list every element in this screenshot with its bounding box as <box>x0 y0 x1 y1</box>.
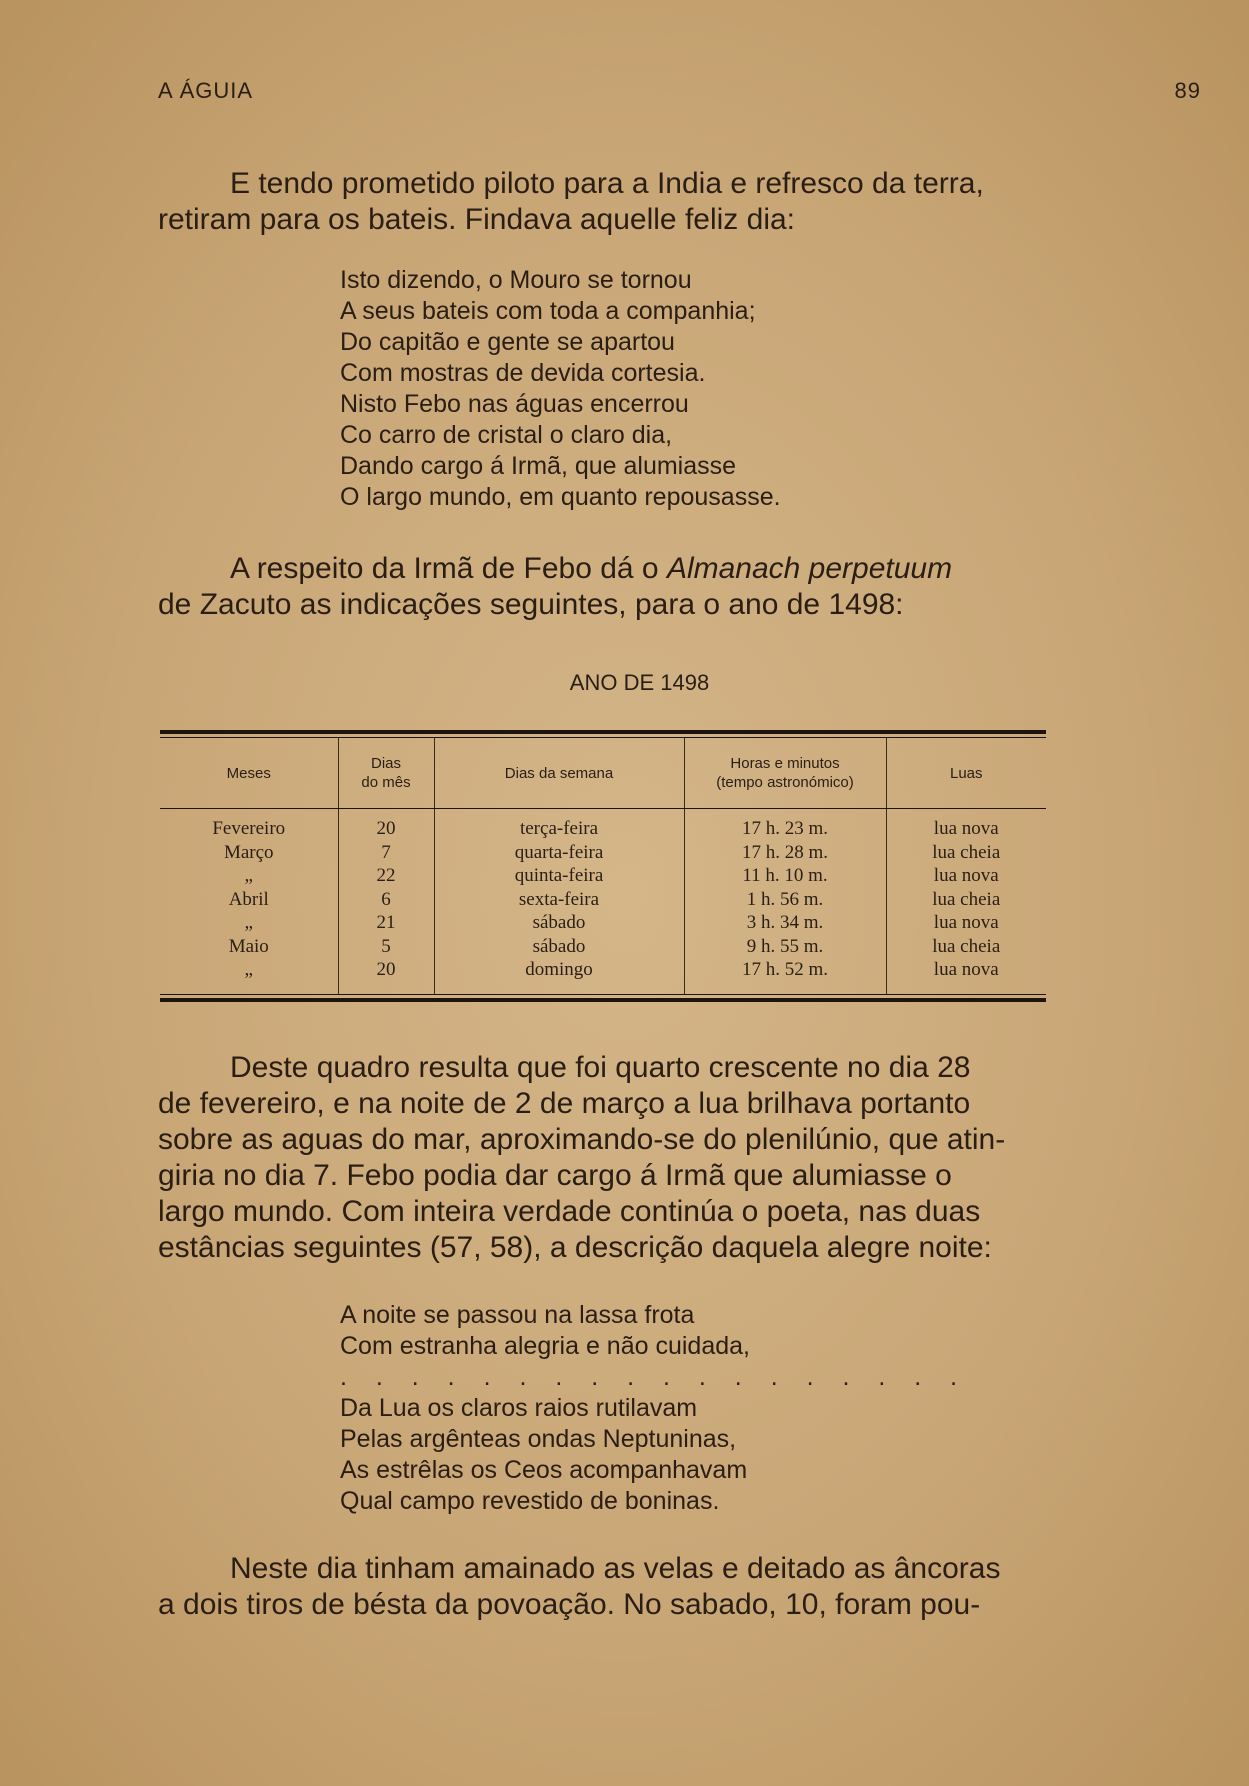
table-bottom-rule-thin <box>160 994 1046 995</box>
moon-phase-table <box>160 738 1046 994</box>
table-row: Março 7 quarta-feira 17 h. 28 m. lua cheia <box>160 841 1046 865</box>
header-horas: Horas e minutos (tempo astronómico) <box>684 738 886 809</box>
verse-ellipsis: . . . . . . . . . . . . . . . . . . <box>340 1363 969 1391</box>
paragraph-4-line: a dois tiros de bésta da povoação. No sabado, 10, foram pou- <box>158 1588 981 1621</box>
verse-line: A noite se passou na lassa frota <box>340 1301 695 1329</box>
table-header-row <box>160 738 1046 809</box>
verse-line: Co carro de cristal o claro dia, <box>340 421 673 449</box>
paragraph-3 <box>158 1050 1050 1266</box>
paragraph-2-text: A respeito da Irmã de Febo dá o <box>230 552 667 585</box>
verse-line: Com estranha alegria e não cuidada, <box>340 1332 750 1360</box>
table-row: Abril 6 sexta-feira 1 h. 56 m. lua cheia <box>160 888 1046 912</box>
paragraph-4-line: Neste dia tinham amainado as velas e deitado as âncoras <box>230 1552 1001 1585</box>
verse-stanza-2a <box>340 1300 750 1362</box>
paragraph-3-line: Deste quadro resulta que foi quarto crescente no dia 28 <box>230 1051 971 1084</box>
table-row: Maio 5 sábado 9 h. 55 m. lua cheia <box>160 935 1046 959</box>
paragraph-3-line: estâncias seguintes (57, 58), a descrição daquela alegre noite: <box>158 1231 992 1264</box>
table-row: „ 22 quinta-feira 11 h. 10 m. lua nova <box>160 864 1046 888</box>
page-number: 89 <box>1174 78 1201 103</box>
verse-line: Isto dizendo, o Mouro se tornou <box>340 266 692 294</box>
verse-stanza-2b <box>340 1393 747 1517</box>
table-row: „ 20 domingo 17 h. 52 m. lua nova <box>160 958 1046 982</box>
table-row: Fevereiro 20 terça-feira 17 h. 23 m. lua nova <box>160 817 1046 841</box>
paragraph-3-line: giria no dia 7. Febo podia dar cargo á Irmã que alumiasse o <box>158 1159 952 1192</box>
verse-line: As estrêlas os Ceos acompanhavam <box>340 1456 748 1484</box>
paragraph-3-line: largo mundo. Com inteira verdade continúa o poeta, nas duas <box>158 1195 981 1228</box>
paragraph-1-line-1: E tendo prometido piloto para a India e refresco da terra, <box>230 167 984 200</box>
table-top-rule <box>160 730 1046 734</box>
table-bottom-rule <box>160 998 1046 1002</box>
moon-table <box>160 730 1046 1002</box>
paragraph-2-line-2: de Zacuto as indicações seguintes, para o ano de 1498: <box>158 588 904 621</box>
verse-line: O largo mundo, em quanto repousasse. <box>340 483 781 511</box>
table-row: „ 21 sábado 3 h. 34 m. lua nova <box>160 911 1046 935</box>
paragraph-3-line: de fevereiro, e na noite de 2 de março a lua brilhava portanto <box>158 1087 971 1120</box>
header-dias-semana: Dias da semana <box>434 738 684 809</box>
verse-line: Do capitão e gente se apartou <box>340 328 675 356</box>
verse-line: Dando cargo á Irmã, que alumiasse <box>340 452 737 480</box>
verse-line: Pelas argênteas ondas Neptuninas, <box>340 1425 737 1453</box>
verse-line: Com mostras de devida cortesia. <box>340 359 706 387</box>
verse-line: A seus bateis com toda a companhia; <box>340 297 756 325</box>
paragraph-2-line-1 <box>158 551 1050 587</box>
verse-stanza-1 <box>340 265 781 513</box>
running-head <box>158 78 1201 108</box>
verse-line: Da Lua os claros raios rutilavam <box>340 1394 698 1422</box>
paragraph-3-line: sobre as aguas do mar, aproximando-se do plenilúnio, que atin- <box>158 1123 1006 1156</box>
almanach-title: Almanach perpetuum <box>666 552 953 585</box>
table-caption: ANO DE 1498 <box>569 670 710 695</box>
verse-line: Nisto Febo nas águas encerrou <box>340 390 689 418</box>
paragraph-1-line-2: retiram para os bateis. Findava aquelle feliz dia: <box>158 203 796 236</box>
running-title: A ÁGUIA <box>158 78 254 103</box>
header-meses: Meses <box>160 738 338 809</box>
verse-line: Qual campo revestido de boninas. <box>340 1487 720 1515</box>
header-luas: Luas <box>886 738 1046 809</box>
paragraph-4 <box>158 1551 1050 1623</box>
paragraph-1 <box>158 166 1050 238</box>
paragraph-2 <box>158 551 1050 623</box>
header-dias-mes: Dias do mês <box>338 738 434 809</box>
